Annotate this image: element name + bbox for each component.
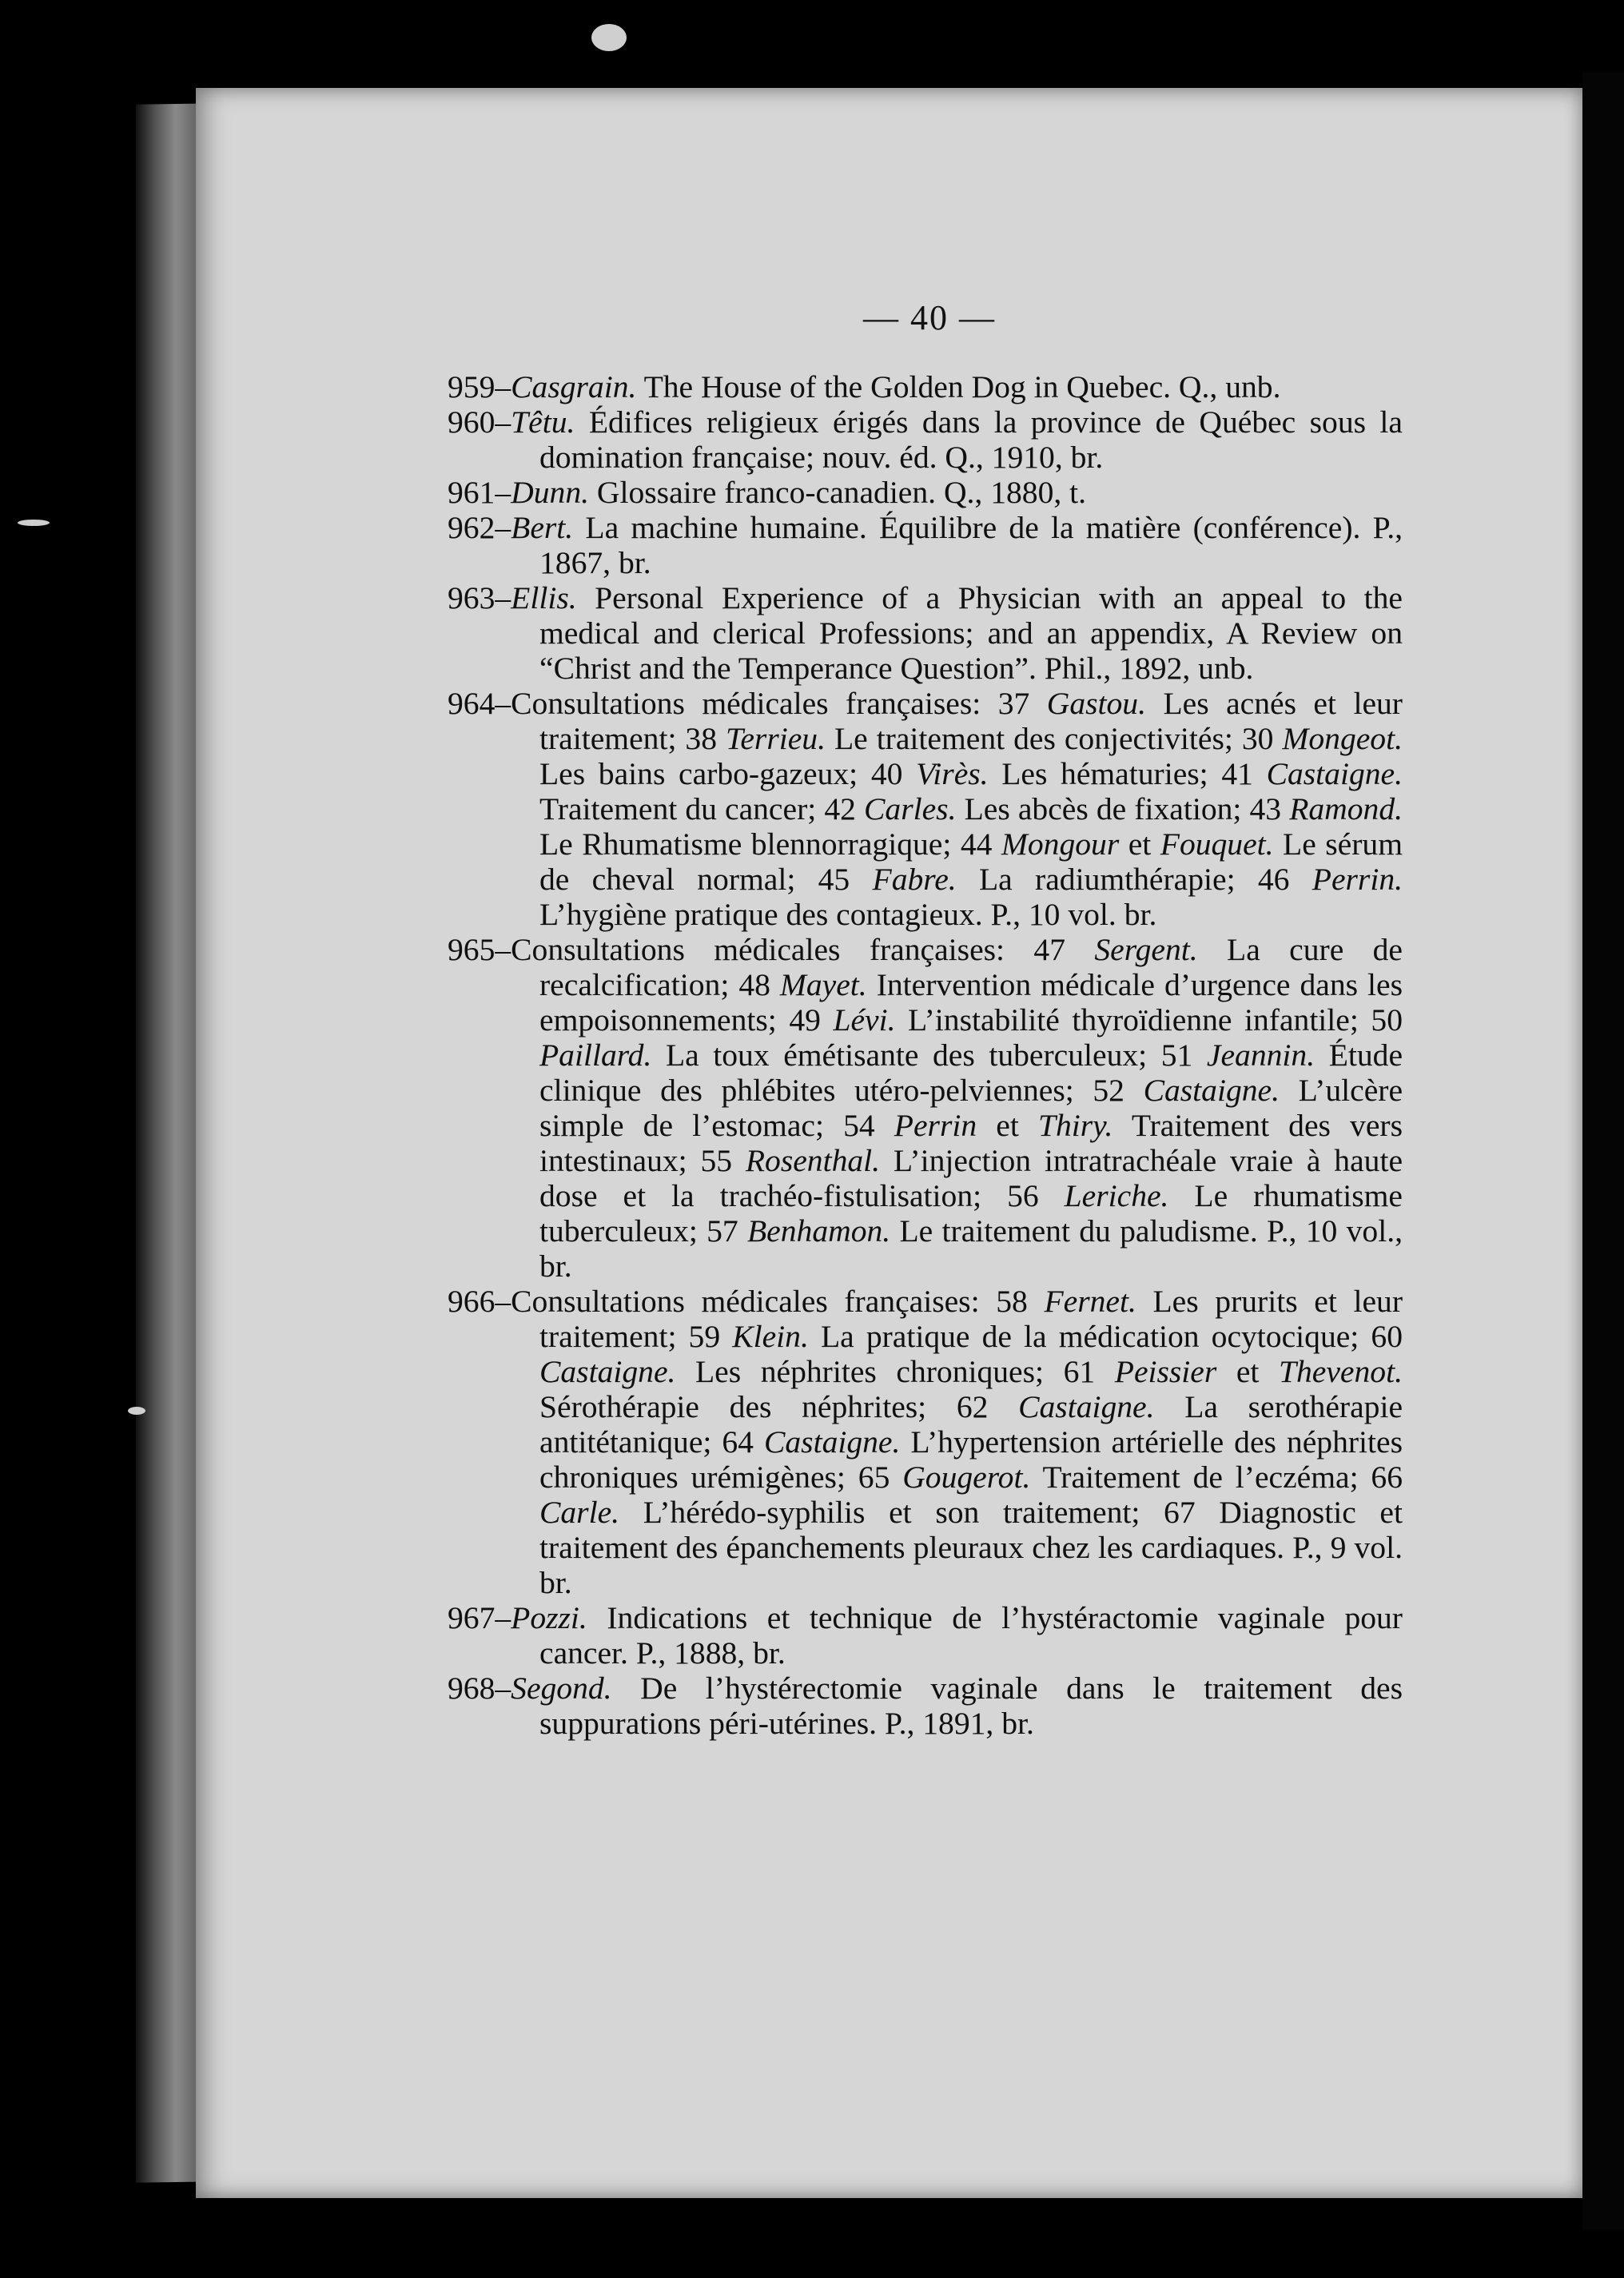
entry-author: Carles. (864, 791, 957, 826)
entry-author: Castaigne. (539, 1354, 676, 1389)
bibliography-list (448, 369, 1403, 1741)
entry-text: et (977, 1108, 1038, 1143)
entry-number: 961– (448, 475, 511, 510)
entry-author: Carle. (539, 1495, 620, 1530)
bibliography-entry (448, 510, 1403, 580)
entry-number: 959– (448, 369, 511, 404)
bibliography-entry (448, 475, 1403, 510)
entry-author: Rosenthal. (745, 1143, 881, 1178)
page-number: — 40 — (863, 298, 996, 337)
entry-number: 965– (448, 932, 511, 967)
entry-text: Les abcès de fixation; 43 (956, 791, 1290, 826)
entry-text: La radiumthérapie; 46 (956, 862, 1312, 897)
entry-author: Benhamon. (747, 1213, 891, 1249)
bibliography-entry (448, 1671, 1403, 1741)
entry-author: Castaigne. (1143, 1073, 1280, 1108)
entry-text: et (1119, 826, 1160, 862)
entry-author: Castaigne. (1018, 1389, 1155, 1424)
entry-author: Segond. (511, 1671, 612, 1706)
entry-text: L’hygiène pratique des contagieux. P., 10 vol. br. (539, 897, 1157, 932)
entry-text: et (1216, 1354, 1279, 1389)
entry-author: Fouquet. (1160, 826, 1274, 862)
entry-text: Traitement de l’eczéma; 66 (1030, 1460, 1403, 1495)
entry-text: Indications et technique de l’hystéractomie vaginale pour cancer. P., 1888, br. (539, 1600, 1403, 1671)
entry-author: Thevenot. (1279, 1354, 1403, 1389)
entry-number: 960– (448, 404, 511, 440)
entry-text: L’injection intratrachéale vraie à haute dose et la trachéo-fistulisation; 56 (539, 1143, 1403, 1213)
entry-text: Les bains carbo-gazeux; 40 (539, 756, 917, 791)
entry-author: Gastou. (1046, 686, 1146, 721)
entry-author: Dunn. (511, 475, 590, 510)
entry-text: Le sérum de cheval normal; 45 (539, 826, 1403, 897)
entry-text: Édifices religieux érigés dans la province de Québec sous la domination française; nouv. éd. Q., 1910, br. (539, 404, 1403, 475)
entry-text: Les hématuries; 41 (988, 756, 1267, 791)
entry-body (511, 1284, 1403, 1600)
entry-author: Peissier (1114, 1354, 1217, 1389)
entry-text: Le traitement du paludisme. P., 10 vol., br. (539, 1213, 1403, 1284)
entry-text: Étude clinique des phlébites utéro-pelviennes; 52 (539, 1037, 1403, 1108)
entry-text: Consultations médicales françaises: 37 (511, 686, 1047, 721)
bibliography-entry (448, 1600, 1403, 1671)
bibliography-entry (448, 686, 1403, 932)
bibliography-entry (448, 580, 1403, 686)
entry-text: Glossaire franco-canadien. Q., 1880, t. (589, 475, 1087, 510)
entry-author: Mongeot. (1282, 721, 1403, 756)
entry-author: Castaigne. (763, 1424, 901, 1460)
entry-text: La machine humaine. Équilibre de la matière (conférence). P., 1867, br. (539, 510, 1403, 580)
entry-author: Terrieu. (725, 721, 826, 756)
entry-author: Perrin (894, 1108, 977, 1143)
entry-body (511, 686, 1403, 932)
entry-text: La serothérapie antitétanique; 64 (539, 1389, 1403, 1460)
dust-speck (128, 1407, 145, 1415)
entry-number: 963– (448, 580, 511, 615)
bibliography-entry (448, 932, 1403, 1284)
entry-number: 967– (448, 1600, 511, 1635)
entry-text: Traitement des vers intestinaux; 55 (539, 1108, 1403, 1178)
entry-number: 968– (448, 1671, 511, 1706)
entry-author: Thiry. (1037, 1108, 1113, 1143)
entry-author: Fabre. (872, 862, 957, 897)
entry-number: 964– (448, 686, 511, 721)
entry-text: L’instabilité thyroïdienne infantile; 50 (895, 1002, 1403, 1037)
entry-text: Le traitement des conjectivités; 30 (825, 721, 1283, 756)
bibliography-entry (448, 369, 1403, 404)
entry-author: Virès. (916, 756, 989, 791)
entry-text: Le Rhumatisme blennorragique; 44 (539, 826, 1001, 862)
entry-text: Les prurits et leur traitement; 59 (539, 1284, 1403, 1354)
entry-text: La pratique de la médication ocytocique; 60 (808, 1319, 1403, 1354)
entry-text: Consultations médicales françaises: 47 (511, 932, 1095, 967)
entry-author: Perrin. (1312, 862, 1403, 897)
bibliography-entry (448, 1284, 1403, 1600)
bibliography-entry (448, 404, 1403, 475)
entry-author: Ramond. (1289, 791, 1403, 826)
entry-author: Mayet. (779, 967, 867, 1002)
entry-text: Intervention médicale d’urgence dans les empoisonnements; 49 (539, 967, 1403, 1037)
entry-author: Gougerot. (902, 1460, 1031, 1495)
entry-text: L’hypertension artérielle des néphrites chroniques urémigènes; 65 (539, 1424, 1403, 1495)
entry-body (511, 932, 1403, 1284)
entry-text: The House of the Golden Dog in Quebec. Q., unb. (636, 369, 1281, 404)
entry-text: Les acnés et leur traitement; 38 (539, 686, 1403, 756)
entry-author: Klein. (732, 1319, 809, 1354)
dust-speck (591, 24, 627, 51)
entry-number: 962– (448, 510, 511, 545)
entry-text: De l’hystérectomie vaginale dans le traitement des suppurations péri-utérines. P., 1891, br. (539, 1671, 1403, 1741)
entry-text: Consultations médicales françaises: 58 (511, 1284, 1045, 1319)
entry-author: Ellis. (511, 580, 577, 615)
entry-author: Bert. (511, 510, 574, 545)
entry-author: Pozzi. (511, 1600, 587, 1635)
entry-author: Sergent. (1094, 932, 1198, 967)
entry-author: Jeannin. (1206, 1037, 1316, 1073)
entry-author: Leriche. (1064, 1178, 1169, 1213)
entry-text: Traitement du cancer; 42 (539, 791, 865, 826)
entry-author: Fernet. (1044, 1284, 1136, 1319)
entry-text: Sérothérapie des néphrites; 62 (539, 1389, 1019, 1424)
entry-text: La cure de recalcification; 48 (539, 932, 1403, 1002)
entry-text: L’ulcère simple de l’estomac; 54 (539, 1073, 1403, 1143)
entry-author: Casgrain. (511, 369, 637, 404)
entry-text: Personal Experience of a Physician with an appeal to the medical and clerical Professions; and an appendix, A Review on “Christ and the Temperance Question”. Phil., 1892, unb. (539, 580, 1403, 686)
entry-author: Têtu. (511, 404, 575, 440)
entry-author: Castaigne. (1266, 756, 1403, 791)
entry-author: Mongour (1001, 826, 1120, 862)
page-edge-shadow (1582, 72, 1624, 2230)
entry-author: Paillard. (539, 1037, 652, 1073)
entry-number: 966– (448, 1284, 511, 1319)
dust-speck (18, 520, 50, 526)
entry-text: Le rhumatisme tuberculeux; 57 (539, 1178, 1403, 1249)
entry-text: L’hérédo-syphilis et son traitement; 67 Diagnostic et traitement des épanchements pleuraux chez les cardiaques. P., 9 vol. br. (539, 1495, 1403, 1600)
entry-text: La toux émétisante des tuberculeux; 51 (651, 1037, 1207, 1073)
entry-author: Lévi. (833, 1002, 896, 1037)
entry-text: Les néphrites chroniques; 61 (675, 1354, 1115, 1389)
